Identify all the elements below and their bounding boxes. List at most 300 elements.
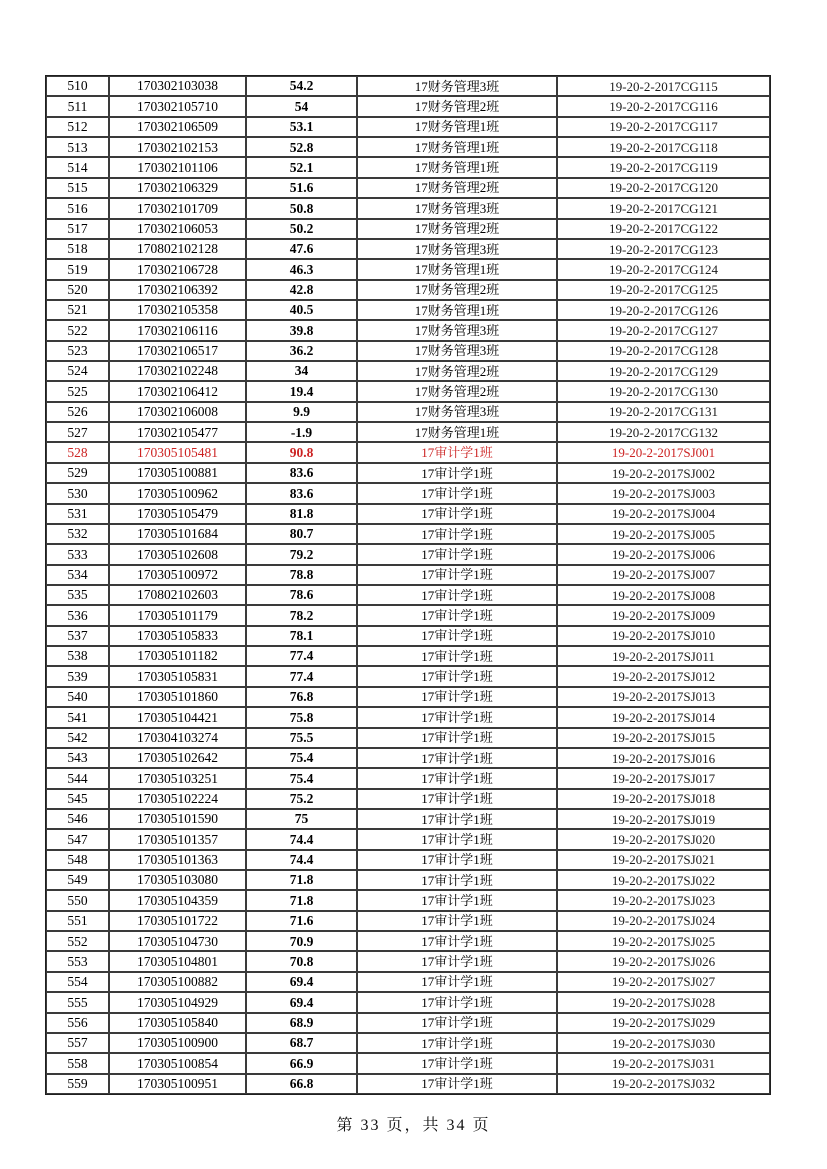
grades-table — [45, 75, 771, 1095]
row-number-cell: 512 — [46, 117, 109, 137]
score-cell: 51.6 — [246, 178, 357, 198]
course-code-cell: 19-20-2-2017SJ018 — [557, 789, 770, 809]
course-code-cell: 19-20-2-2017SJ023 — [557, 890, 770, 910]
course-code-cell: 19-20-2-2017CG127 — [557, 320, 770, 340]
class-name-cell: 17财务管理3班 — [357, 402, 557, 422]
course-code-cell: 19-20-2-2017SJ032 — [557, 1074, 770, 1094]
score-cell: 83.6 — [246, 483, 357, 503]
student-id-cell: 170305104359 — [109, 890, 246, 910]
row-number-cell: 517 — [46, 219, 109, 239]
student-id-cell: 170305101590 — [109, 809, 246, 829]
table-row — [46, 422, 770, 442]
class-name-cell: 17财务管理1班 — [357, 300, 557, 320]
class-name-cell: 17审计学1班 — [357, 646, 557, 666]
class-name-cell: 17审计学1班 — [357, 687, 557, 707]
class-name-cell: 17审计学1班 — [357, 911, 557, 931]
table-row — [46, 1053, 770, 1073]
row-number-cell: 521 — [46, 300, 109, 320]
course-code-cell: 19-20-2-2017SJ028 — [557, 992, 770, 1012]
row-number-cell: 533 — [46, 544, 109, 564]
student-id-cell: 170305100962 — [109, 483, 246, 503]
score-cell: 50.2 — [246, 219, 357, 239]
class-name-cell: 17审计学1班 — [357, 890, 557, 910]
table-row — [46, 198, 770, 218]
student-id-cell: 170305104801 — [109, 951, 246, 971]
row-number-cell: 559 — [46, 1074, 109, 1094]
course-code-cell: 19-20-2-2017CG121 — [557, 198, 770, 218]
course-code-cell: 19-20-2-2017SJ031 — [557, 1053, 770, 1073]
class-name-cell: 17审计学1班 — [357, 483, 557, 503]
table-row — [46, 748, 770, 768]
course-code-cell: 19-20-2-2017SJ006 — [557, 544, 770, 564]
student-id-cell: 170305100900 — [109, 1033, 246, 1053]
score-cell: 47.6 — [246, 239, 357, 259]
class-name-cell: 17审计学1班 — [357, 931, 557, 951]
score-cell: 70.8 — [246, 951, 357, 971]
class-name-cell: 17审计学1班 — [357, 585, 557, 605]
score-cell: 75.2 — [246, 789, 357, 809]
row-number-cell: 528 — [46, 442, 109, 462]
row-number-cell: 520 — [46, 280, 109, 300]
row-number-cell: 526 — [46, 402, 109, 422]
student-id-cell: 170305105840 — [109, 1013, 246, 1033]
class-name-cell: 17财务管理1班 — [357, 137, 557, 157]
score-cell: 39.8 — [246, 320, 357, 340]
table-row — [46, 239, 770, 259]
student-id-cell: 170305100882 — [109, 972, 246, 992]
row-number-cell: 531 — [46, 504, 109, 524]
student-id-cell: 170305102642 — [109, 748, 246, 768]
student-id-cell: 170302106392 — [109, 280, 246, 300]
class-name-cell: 17财务管理1班 — [357, 422, 557, 442]
row-number-cell: 527 — [46, 422, 109, 442]
score-cell: 52.8 — [246, 137, 357, 157]
score-cell: 19.4 — [246, 381, 357, 401]
table-row — [46, 809, 770, 829]
score-cell: 54.2 — [246, 76, 357, 96]
student-id-cell: 170302102153 — [109, 137, 246, 157]
class-name-cell: 17审计学1班 — [357, 544, 557, 564]
table-row — [46, 341, 770, 361]
score-cell: 42.8 — [246, 280, 357, 300]
table-row — [46, 483, 770, 503]
student-id-cell: 170302106509 — [109, 117, 246, 137]
score-cell: 78.2 — [246, 605, 357, 625]
student-id-cell: 170302106116 — [109, 320, 246, 340]
grade-table-body — [46, 76, 770, 1094]
score-cell: 78.6 — [246, 585, 357, 605]
class-name-cell: 17审计学1班 — [357, 463, 557, 483]
course-code-cell: 19-20-2-2017SJ013 — [557, 687, 770, 707]
course-code-cell: 19-20-2-2017SJ010 — [557, 626, 770, 646]
student-id-cell: 170302101106 — [109, 157, 246, 177]
score-cell: 52.1 — [246, 157, 357, 177]
student-id-cell: 170305100951 — [109, 1074, 246, 1094]
table-row — [46, 544, 770, 564]
student-id-cell: 170305101357 — [109, 829, 246, 849]
class-name-cell: 17审计学1班 — [357, 951, 557, 971]
score-cell: 78.8 — [246, 565, 357, 585]
course-code-cell: 19-20-2-2017SJ002 — [557, 463, 770, 483]
score-cell: 75.8 — [246, 707, 357, 727]
course-code-cell: 19-20-2-2017CG129 — [557, 361, 770, 381]
student-id-cell: 170305101182 — [109, 646, 246, 666]
score-cell: 81.8 — [246, 504, 357, 524]
score-cell: 40.5 — [246, 300, 357, 320]
class-name-cell: 17审计学1班 — [357, 605, 557, 625]
class-name-cell: 17审计学1班 — [357, 1013, 557, 1033]
score-cell: 75.5 — [246, 728, 357, 748]
course-code-cell: 19-20-2-2017SJ020 — [557, 829, 770, 849]
row-number-cell: 519 — [46, 259, 109, 279]
class-name-cell: 17财务管理3班 — [357, 320, 557, 340]
score-cell: 74.4 — [246, 850, 357, 870]
score-cell: 68.9 — [246, 1013, 357, 1033]
student-id-cell: 170305102608 — [109, 544, 246, 564]
score-cell: 66.9 — [246, 1053, 357, 1073]
score-cell: 54 — [246, 96, 357, 116]
course-code-cell: 19-20-2-2017CG130 — [557, 381, 770, 401]
class-name-cell: 17审计学1班 — [357, 870, 557, 890]
table-row — [46, 463, 770, 483]
student-id-cell: 170305101860 — [109, 687, 246, 707]
table-row — [46, 931, 770, 951]
table-row — [46, 259, 770, 279]
student-id-cell: 170305103080 — [109, 870, 246, 890]
score-cell: 79.2 — [246, 544, 357, 564]
course-code-cell: 19-20-2-2017CG119 — [557, 157, 770, 177]
row-number-cell: 540 — [46, 687, 109, 707]
table-row — [46, 1013, 770, 1033]
table-row — [46, 219, 770, 239]
score-cell: 75.4 — [246, 748, 357, 768]
student-id-cell: 170802102128 — [109, 239, 246, 259]
row-number-cell: 518 — [46, 239, 109, 259]
student-id-cell: 170305103251 — [109, 768, 246, 788]
student-id-cell: 170305100854 — [109, 1053, 246, 1073]
row-number-cell: 548 — [46, 850, 109, 870]
table-row — [46, 300, 770, 320]
course-code-cell: 19-20-2-2017SJ015 — [557, 728, 770, 748]
class-name-cell: 17审计学1班 — [357, 850, 557, 870]
table-row — [46, 768, 770, 788]
table-row — [46, 870, 770, 890]
score-cell: 36.2 — [246, 341, 357, 361]
score-cell: 46.3 — [246, 259, 357, 279]
row-number-cell: 551 — [46, 911, 109, 931]
row-number-cell: 542 — [46, 728, 109, 748]
score-cell: 83.6 — [246, 463, 357, 483]
score-cell: 70.9 — [246, 931, 357, 951]
score-cell: 80.7 — [246, 524, 357, 544]
course-code-cell: 19-20-2-2017CG118 — [557, 137, 770, 157]
student-id-cell: 170305100881 — [109, 463, 246, 483]
class-name-cell: 17财务管理3班 — [357, 239, 557, 259]
student-id-cell: 170302106053 — [109, 219, 246, 239]
student-id-cell: 170302102248 — [109, 361, 246, 381]
student-id-cell: 170305101722 — [109, 911, 246, 931]
student-id-cell: 170302105477 — [109, 422, 246, 442]
score-cell: 75 — [246, 809, 357, 829]
class-name-cell: 17审计学1班 — [357, 768, 557, 788]
student-id-cell: 170302103038 — [109, 76, 246, 96]
score-cell: 66.8 — [246, 1074, 357, 1094]
student-id-cell: 170304103274 — [109, 728, 246, 748]
student-id-cell: 170305105479 — [109, 504, 246, 524]
table-row — [46, 1033, 770, 1053]
class-name-cell: 17审计学1班 — [357, 504, 557, 524]
class-name-cell: 17审计学1班 — [357, 1053, 557, 1073]
row-number-cell: 538 — [46, 646, 109, 666]
class-name-cell: 17审计学1班 — [357, 829, 557, 849]
score-cell: 68.7 — [246, 1033, 357, 1053]
course-code-cell: 19-20-2-2017SJ001 — [557, 442, 770, 462]
row-number-cell: 552 — [46, 931, 109, 951]
class-name-cell: 17审计学1班 — [357, 809, 557, 829]
table-row — [46, 178, 770, 198]
class-name-cell: 17审计学1班 — [357, 524, 557, 544]
student-id-cell: 170305101684 — [109, 524, 246, 544]
class-name-cell: 17审计学1班 — [357, 666, 557, 686]
score-cell: 77.4 — [246, 646, 357, 666]
student-id-cell: 170305105831 — [109, 666, 246, 686]
course-code-cell: 19-20-2-2017SJ030 — [557, 1033, 770, 1053]
course-code-cell: 19-20-2-2017CG132 — [557, 422, 770, 442]
row-number-cell: 536 — [46, 605, 109, 625]
row-number-cell: 523 — [46, 341, 109, 361]
row-number-cell: 546 — [46, 809, 109, 829]
table-row — [46, 96, 770, 116]
table-row — [46, 789, 770, 809]
table-row — [46, 76, 770, 96]
table-row — [46, 972, 770, 992]
course-code-cell: 19-20-2-2017CG122 — [557, 219, 770, 239]
row-number-cell: 537 — [46, 626, 109, 646]
class-name-cell: 17财务管理2班 — [357, 96, 557, 116]
course-code-cell: 19-20-2-2017SJ021 — [557, 850, 770, 870]
row-number-cell: 547 — [46, 829, 109, 849]
course-code-cell: 19-20-2-2017SJ017 — [557, 768, 770, 788]
table-row — [46, 646, 770, 666]
score-cell: 69.4 — [246, 972, 357, 992]
student-id-cell: 170305105833 — [109, 626, 246, 646]
row-number-cell: 553 — [46, 951, 109, 971]
row-number-cell: 558 — [46, 1053, 109, 1073]
class-name-cell: 17审计学1班 — [357, 1074, 557, 1094]
course-code-cell: 19-20-2-2017SJ008 — [557, 585, 770, 605]
class-name-cell: 17财务管理2班 — [357, 381, 557, 401]
course-code-cell: 19-20-2-2017SJ011 — [557, 646, 770, 666]
student-id-cell: 170305100972 — [109, 565, 246, 585]
row-number-cell: 514 — [46, 157, 109, 177]
course-code-cell: 19-20-2-2017SJ026 — [557, 951, 770, 971]
student-id-cell: 170305104929 — [109, 992, 246, 1012]
table-row — [46, 565, 770, 585]
class-name-cell: 17财务管理1班 — [357, 117, 557, 137]
table-row — [46, 280, 770, 300]
row-number-cell: 556 — [46, 1013, 109, 1033]
table-row — [46, 137, 770, 157]
table-row — [46, 157, 770, 177]
class-name-cell: 17财务管理1班 — [357, 157, 557, 177]
student-id-cell: 170302105710 — [109, 96, 246, 116]
row-number-cell: 557 — [46, 1033, 109, 1053]
row-number-cell: 550 — [46, 890, 109, 910]
class-name-cell: 17审计学1班 — [357, 1033, 557, 1053]
class-name-cell: 17审计学1班 — [357, 728, 557, 748]
course-code-cell: 19-20-2-2017SJ027 — [557, 972, 770, 992]
table-row — [46, 381, 770, 401]
student-id-cell: 170305101363 — [109, 850, 246, 870]
score-cell: 9.9 — [246, 402, 357, 422]
row-number-cell: 516 — [46, 198, 109, 218]
class-name-cell: 17审计学1班 — [357, 565, 557, 585]
course-code-cell: 19-20-2-2017CG115 — [557, 76, 770, 96]
student-id-cell: 170302106329 — [109, 178, 246, 198]
table-row — [46, 707, 770, 727]
course-code-cell: 19-20-2-2017SJ019 — [557, 809, 770, 829]
score-cell: 71.6 — [246, 911, 357, 931]
student-id-cell: 170305101179 — [109, 605, 246, 625]
table-row — [46, 850, 770, 870]
row-number-cell: 544 — [46, 768, 109, 788]
student-id-cell: 170302101709 — [109, 198, 246, 218]
row-number-cell: 515 — [46, 178, 109, 198]
row-number-cell: 541 — [46, 707, 109, 727]
row-number-cell: 554 — [46, 972, 109, 992]
row-number-cell: 510 — [46, 76, 109, 96]
student-id-cell: 170302106412 — [109, 381, 246, 401]
course-code-cell: 19-20-2-2017CG117 — [557, 117, 770, 137]
course-code-cell: 19-20-2-2017SJ025 — [557, 931, 770, 951]
row-number-cell: 525 — [46, 381, 109, 401]
table-row — [46, 951, 770, 971]
class-name-cell: 17财务管理2班 — [357, 280, 557, 300]
course-code-cell: 19-20-2-2017CG120 — [557, 178, 770, 198]
score-cell: 90.8 — [246, 442, 357, 462]
course-code-cell: 19-20-2-2017CG116 — [557, 96, 770, 116]
class-name-cell: 17审计学1班 — [357, 789, 557, 809]
row-number-cell: 545 — [46, 789, 109, 809]
row-number-cell: 555 — [46, 992, 109, 1012]
score-cell: 71.8 — [246, 890, 357, 910]
row-number-cell: 511 — [46, 96, 109, 116]
table-row — [46, 402, 770, 422]
score-cell: 74.4 — [246, 829, 357, 849]
class-name-cell: 17财务管理3班 — [357, 198, 557, 218]
table-row — [46, 687, 770, 707]
table-row — [46, 524, 770, 544]
class-name-cell: 17审计学1班 — [357, 707, 557, 727]
course-code-cell: 19-20-2-2017SJ004 — [557, 504, 770, 524]
score-cell: 50.8 — [246, 198, 357, 218]
table-row — [46, 361, 770, 381]
course-code-cell: 19-20-2-2017CG131 — [557, 402, 770, 422]
row-number-cell: 532 — [46, 524, 109, 544]
course-code-cell: 19-20-2-2017CG124 — [557, 259, 770, 279]
class-name-cell: 17财务管理2班 — [357, 178, 557, 198]
table-row — [46, 626, 770, 646]
class-name-cell: 17审计学1班 — [357, 626, 557, 646]
table-row — [46, 829, 770, 849]
table-row — [46, 605, 770, 625]
class-name-cell: 17财务管理3班 — [357, 76, 557, 96]
class-name-cell: 17审计学1班 — [357, 992, 557, 1012]
course-code-cell: 19-20-2-2017SJ029 — [557, 1013, 770, 1033]
score-cell: 69.4 — [246, 992, 357, 1012]
row-number-cell: 524 — [46, 361, 109, 381]
table-row — [46, 992, 770, 1012]
course-code-cell: 19-20-2-2017SJ024 — [557, 911, 770, 931]
student-id-cell: 170305104421 — [109, 707, 246, 727]
score-cell: 34 — [246, 361, 357, 381]
student-id-cell: 170305105481 — [109, 442, 246, 462]
table-row — [46, 911, 770, 931]
score-cell: 78.1 — [246, 626, 357, 646]
course-code-cell: 19-20-2-2017SJ005 — [557, 524, 770, 544]
class-name-cell: 17审计学1班 — [357, 748, 557, 768]
row-number-cell: 539 — [46, 666, 109, 686]
class-name-cell: 17财务管理2班 — [357, 361, 557, 381]
course-code-cell: 19-20-2-2017CG123 — [557, 239, 770, 259]
table-row — [46, 320, 770, 340]
table-row — [46, 890, 770, 910]
course-code-cell: 19-20-2-2017SJ016 — [557, 748, 770, 768]
course-code-cell: 19-20-2-2017SJ014 — [557, 707, 770, 727]
row-number-cell: 535 — [46, 585, 109, 605]
course-code-cell: 19-20-2-2017SJ022 — [557, 870, 770, 890]
class-name-cell: 17财务管理3班 — [357, 341, 557, 361]
row-number-cell: 529 — [46, 463, 109, 483]
row-number-cell: 513 — [46, 137, 109, 157]
score-cell: 76.8 — [246, 687, 357, 707]
course-code-cell: 19-20-2-2017SJ003 — [557, 483, 770, 503]
class-name-cell: 17财务管理1班 — [357, 259, 557, 279]
class-name-cell: 17审计学1班 — [357, 442, 557, 462]
course-code-cell: 19-20-2-2017CG126 — [557, 300, 770, 320]
course-code-cell: 19-20-2-2017CG128 — [557, 341, 770, 361]
row-number-cell: 534 — [46, 565, 109, 585]
student-id-cell: 170802102603 — [109, 585, 246, 605]
row-number-cell: 530 — [46, 483, 109, 503]
score-cell: -1.9 — [246, 422, 357, 442]
student-id-cell: 170302106008 — [109, 402, 246, 422]
table-row — [46, 117, 770, 137]
row-number-cell: 543 — [46, 748, 109, 768]
student-id-cell: 170302106517 — [109, 341, 246, 361]
score-cell: 53.1 — [246, 117, 357, 137]
table-row — [46, 1074, 770, 1094]
score-cell: 77.4 — [246, 666, 357, 686]
student-id-cell: 170305104730 — [109, 931, 246, 951]
table-row — [46, 666, 770, 686]
row-number-cell: 522 — [46, 320, 109, 340]
class-name-cell: 17审计学1班 — [357, 972, 557, 992]
table-row — [46, 585, 770, 605]
course-code-cell: 19-20-2-2017SJ009 — [557, 605, 770, 625]
table-row — [46, 442, 770, 462]
page-number-footer: 第 33 页，共 34 页 — [336, 1117, 491, 1134]
class-name-cell: 17财务管理2班 — [357, 219, 557, 239]
student-id-cell: 170302105358 — [109, 300, 246, 320]
table-row — [46, 504, 770, 524]
course-code-cell: 19-20-2-2017SJ007 — [557, 565, 770, 585]
student-id-cell: 170302106728 — [109, 259, 246, 279]
course-code-cell: 19-20-2-2017SJ012 — [557, 666, 770, 686]
row-number-cell: 549 — [46, 870, 109, 890]
table-row — [46, 728, 770, 748]
course-code-cell: 19-20-2-2017CG125 — [557, 280, 770, 300]
